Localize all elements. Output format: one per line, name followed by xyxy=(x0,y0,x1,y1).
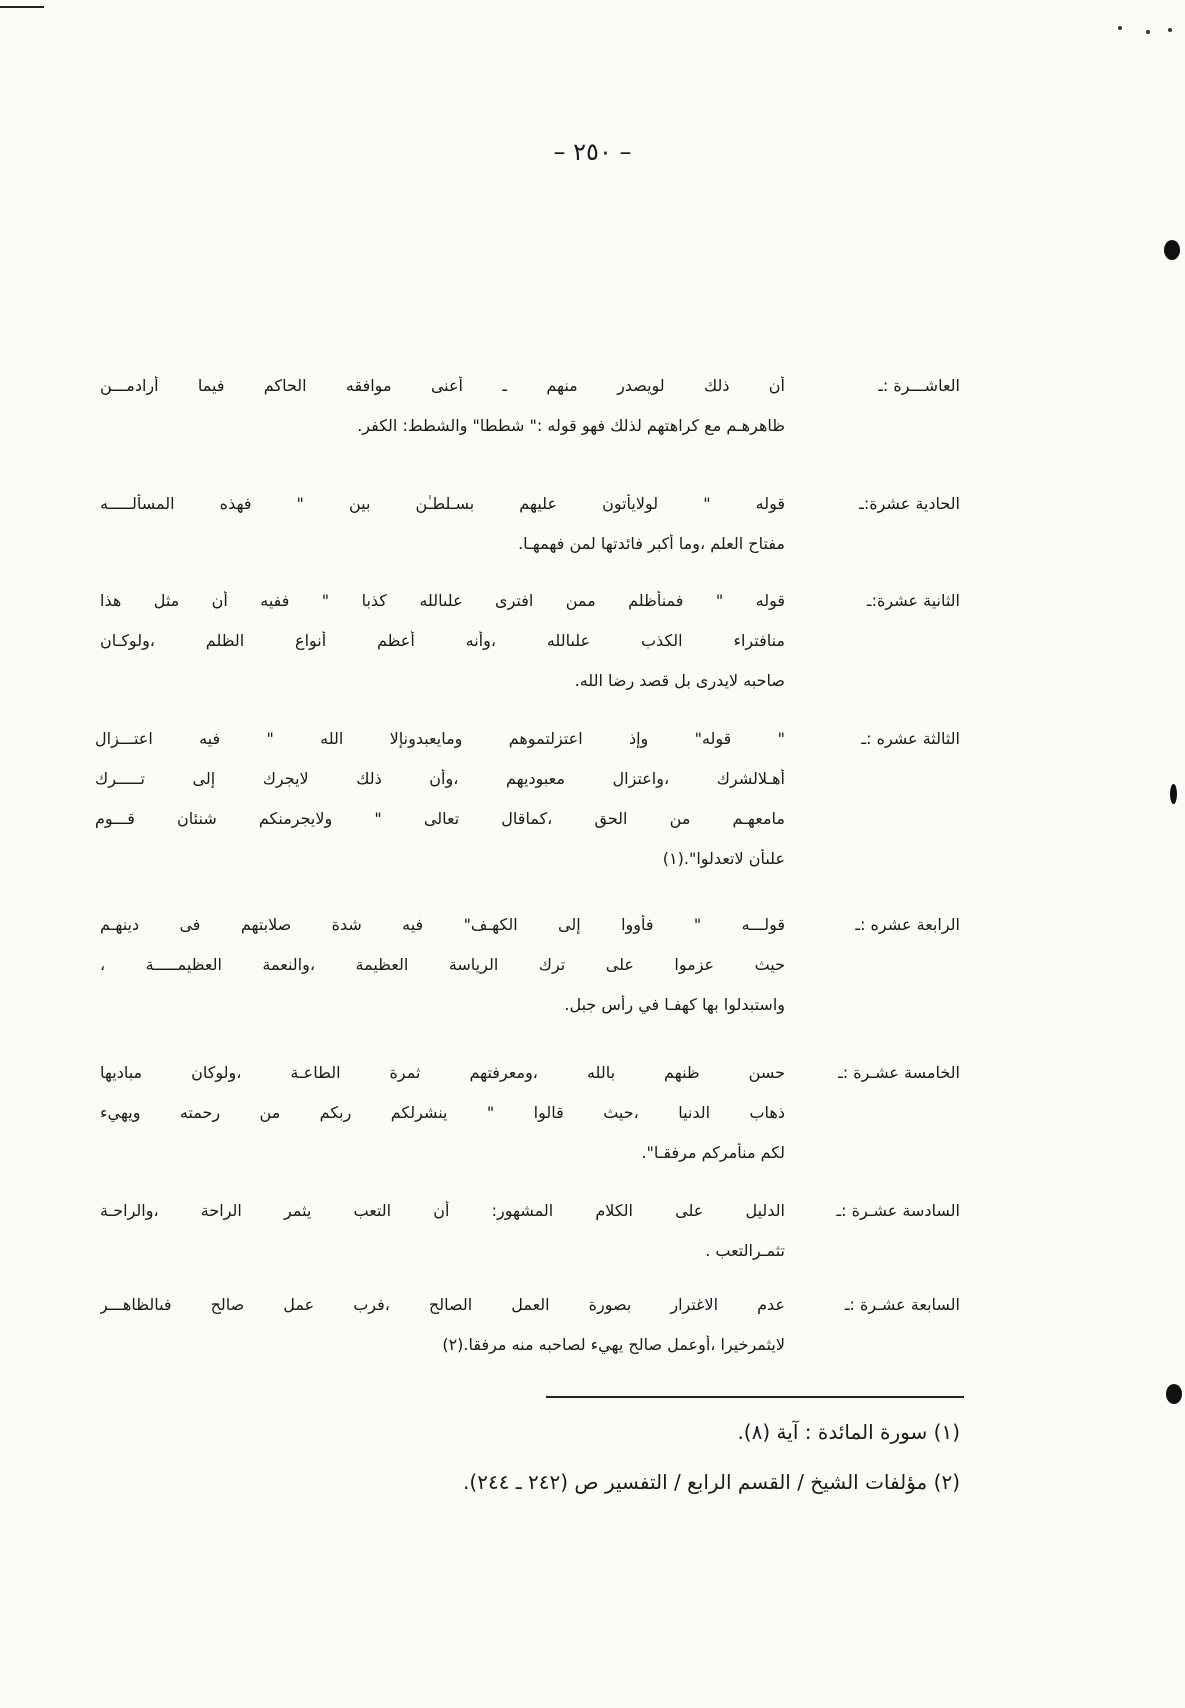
entry-line: ذهاب الدنيا ،حيث قالوا " ينشرلكم ربكم من رحمته ويهيء xyxy=(100,1102,785,1122)
entry-seventeenth xyxy=(100,1284,960,1364)
entry-label: الثانية عشرة:ـ xyxy=(866,590,960,610)
entry-label: العاشـــرة :ـ xyxy=(878,375,960,395)
entry-line: لايثمرخيرا ،أوعمل صالح يهيء لصاحبه منه مرفقا.(٢) xyxy=(442,1334,785,1354)
entry-tenth xyxy=(100,365,960,445)
scan-dot xyxy=(1146,30,1150,34)
footnote-1: (١) سورة المائدة : آية (٨). xyxy=(737,1420,960,1444)
scan-dot xyxy=(1118,26,1122,30)
entry-line: لكم منأمركم مرفقـا". xyxy=(641,1142,785,1162)
scan-dot xyxy=(1168,28,1172,32)
entry-line: مامعهـم من الحق ،كماقال تعالى " ولايجرمنكم شنئان قـــوم xyxy=(95,808,785,828)
scan-blot xyxy=(1164,240,1180,260)
entry-line: صاحبه لايدرى بل قصد رضا الله. xyxy=(574,670,785,690)
entry-line: " قوله" وإذ اعتزلتموهم ومايعبدونإلا الله " فيه اعتـــزال xyxy=(95,728,785,748)
entry-fifteenth xyxy=(100,1052,960,1172)
entry-twelfth xyxy=(100,580,960,700)
entry-line: منافتراء الكذب علىالله ،وأنه أعظم أنواع الظلم ،ولوكـان xyxy=(100,630,785,650)
scan-blot xyxy=(1170,784,1177,804)
entry-line: تثمـرالتعب . xyxy=(705,1240,785,1260)
entry-label: الرابعة عشره :ـ xyxy=(855,914,960,934)
entry-line: قوله " لولايأتون عليهم بسـلطـٰن بين " فهذه المسألـــــه xyxy=(100,493,785,513)
entry-label: السابعة عشـرة :ـ xyxy=(844,1294,960,1314)
entry-fourteenth xyxy=(100,904,960,1024)
entry-line: مفتاح العلم ،وما أكبر فائدتها لمن فهمهـا. xyxy=(518,533,785,553)
scan-edge-line xyxy=(0,6,44,8)
scan-blot xyxy=(1166,1384,1182,1404)
entry-line: علىأن لاتعدلوا".(١) xyxy=(662,848,785,868)
entry-eleventh xyxy=(100,483,960,563)
entry-line: الدليل على الكلام المشهور: أن التعب يثمر الراحة ،والراحـة xyxy=(100,1200,785,1220)
entry-line: عدم الاغترار بصورة العمل الصالح ،فرب عمل صالح فىالظاهـــر xyxy=(100,1294,785,1314)
entry-line: أهـلالشرك ،واعتزال معبوديهم ،وأن ذلك لايجرك إلى تـــــرك xyxy=(95,768,785,788)
entry-label: السادسة عشـرة :ـ xyxy=(836,1200,960,1220)
entry-thirteenth xyxy=(95,718,960,878)
entry-line: حيث عزموا على ترك الرياسة العظيمة ،والنعمة العظيمـــــة ، xyxy=(100,954,785,974)
entry-line: أن ذلك لويصدر منهم ـ أعنى موافقه الحاكم فيما أرادمـــن xyxy=(100,375,785,395)
entry-label: الخامسة عشـرة :ـ xyxy=(838,1062,960,1082)
entry-line: حسن ظنهم بالله ،ومعرفتهم ثمرة الطاعـة ،ولوكان مباديها xyxy=(100,1062,785,1082)
entry-line: ظاهرهـم مع كراهتهم لذلك فهو قوله :" شططا" والشطط: الكفر. xyxy=(357,415,785,435)
entry-line: قولـــه " فأووا إلى الكهـف" فيه شدة صلابتهم فى دينهـم xyxy=(100,914,785,934)
entry-sixteenth xyxy=(100,1190,960,1270)
entry-line: واستبدلوا بها كهفـا في رأس جبل. xyxy=(564,994,785,1014)
footnote-2: (٢) مؤلفات الشيخ / القسم الرابع / التفسير ص (٢٤٢ ـ ٢٤٤). xyxy=(463,1470,960,1494)
footnote-divider xyxy=(546,1396,964,1398)
entry-label: الحادية عشرة:ـ xyxy=(859,493,960,513)
page-number: – ٢٥٠ – xyxy=(553,138,632,166)
entry-label: الثالثة عشره :ـ xyxy=(861,728,960,748)
entry-line: قوله " فمنأظلم ممن افترى علىالله كذبا " ففيه أن مثل هذا xyxy=(100,590,785,610)
